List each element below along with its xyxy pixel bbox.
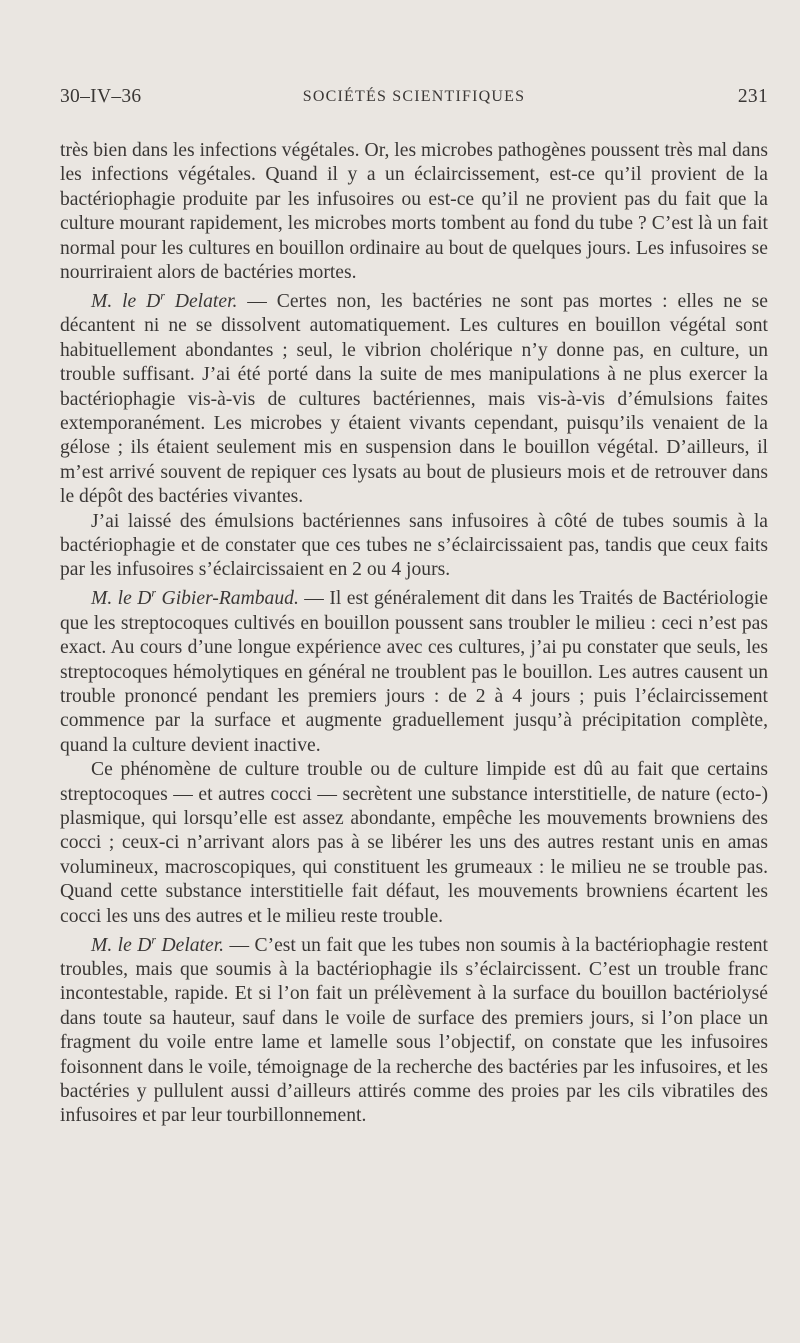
body-text	[60, 139, 768, 1129]
header-section-title: SOCIÉTÉS SCIENTIFIQUES	[302, 88, 526, 105]
paragraph-text: — Il est généralement dit dans les Traités de Bactériologie que les streptocoques cultivés en bouillon poussent sans troubler le milieu : ceci n’est pas exact. Au cours d’une longue expérience avec ces cultures, j’ai pu constater que seuls, les streptocoques hémolytiques en général ne troublent pas le bouillon. Les autres causent un trouble prononcé pendant les premiers jours : de 2 à 4 jours ; puis l’éclaircissement commence par la surface et augmente graduellement jusqu’à précipitation complète, quand la culture devient inactive.	[60, 588, 768, 756]
paragraph-text: Ce phénomène de culture trouble ou de culture limpide est dû au fait que certains streptocoques — et autres cocci — secrètent une substance interstitielle, de nature (ecto-) plasmique, qui lorsqu’elle est assez abondante, empêche les mouvements browniens des cocci ; ceux-ci n’arrivant alors pas à se libérer les uns des autres restant unis en amas volumineux, macroscopiques, qui constituent les grumeaux : le milieu ne se trouble pas. Quand cette substance interstitielle fait défaut, les mouvements browniens écartent les cocci les uns des autres et le milieu reste trouble.	[60, 759, 768, 927]
paragraph-text: — Certes non, les bactéries ne sont pas mortes : elles ne se décantent ni ne se dissolvent automatiquement. Les cultures en bouillon végétal sont habituellement abondantes ; seul, le vibrion cholérique n’y donne pas, en culture, un trouble suffisant. J’ai été porté dans la suite de mes manipulations à ne plus exercer la bactériophagie vis-à-vis de cultures bactériennes, mais vis-à-vis d’émulsions faites extemporanément. Les microbes y étaient vivants cependant, puisqu’ils venaient de la gélose ; ils étaient seulement mis en suspension dans le bouillon végétal. D’ailleurs, il m’est arrivé souvent de repiquer ces lysats au bout de plusieurs mois et de retrouver dans le dépôt des bactéries vivantes.	[60, 290, 768, 508]
paragraph-text: — C’est un fait que les tubes non soumis à la bactériophagie restent troubles, mais que soumis à la bactériophagie ils s’éclaircissent. C’est un trouble franc incontestable, rapide. Et si l’on fait un prélèvement à la surface du bouillon bactériolysé dans toute sa hauteur, sauf dans le voile de surface des premiers jours, si l’on place un fragment du voile entre lame et lamelle sous l’objectif, on constate que les infusoires foisonnent dans le voile, témoignage de la recherche des bactéries par les infusoires, et les bactéries y pullulent aussi d’ailleurs attirés comme des proies par les cils vibratiles des infusoires et par leur tourbillonnement.	[60, 934, 769, 1127]
running-header	[60, 86, 768, 116]
paragraph-gibier-rambaud	[60, 587, 768, 758]
paragraph-delater-reply	[60, 290, 768, 510]
header-date: 30–IV–36	[60, 86, 142, 107]
paragraph-delater-continued	[60, 510, 768, 583]
paragraph-gibier-rambaud-continued	[60, 758, 768, 929]
speaker-name: M. le $D^r$ Gibier-Rambaud.	[91, 585, 299, 610]
speaker-name: M. le $D^r$ Delater.	[91, 931, 225, 956]
paragraph-continuation	[60, 139, 768, 285]
paragraph-delater-final	[60, 931, 769, 1129]
page-number: 231	[737, 86, 768, 107]
speaker-name: M. le $D^r$ Delater.	[91, 288, 238, 312]
paragraph-text: très bien dans les infections végétales. Or, les microbes pathogènes poussent très mal dans les infections végétales. Quand il y a un éclaircissement, est-ce qu’il provient de la bactériophagie produite par les infusoires ou est-ce qu’il ne provient pas du fait que la culture mourant rapidement, les microbes morts tombent au fond du tube ? C’est là un fait normal pour les cultures en bouillon ordinaire au bout de quelques jours. Les infusoires se nourriraient alors de bactéries mortes.	[60, 140, 768, 284]
paragraph-text: J’ai laissé des émulsions bactériennes sans infusoires à côté de tubes soumis à la bactériophagie et de constater que ces tubes ne s’éclaircissaient pas, tandis que ceux faits par les infusoires s’éclaircissaient en 2 ou 4 jours.	[60, 510, 768, 581]
